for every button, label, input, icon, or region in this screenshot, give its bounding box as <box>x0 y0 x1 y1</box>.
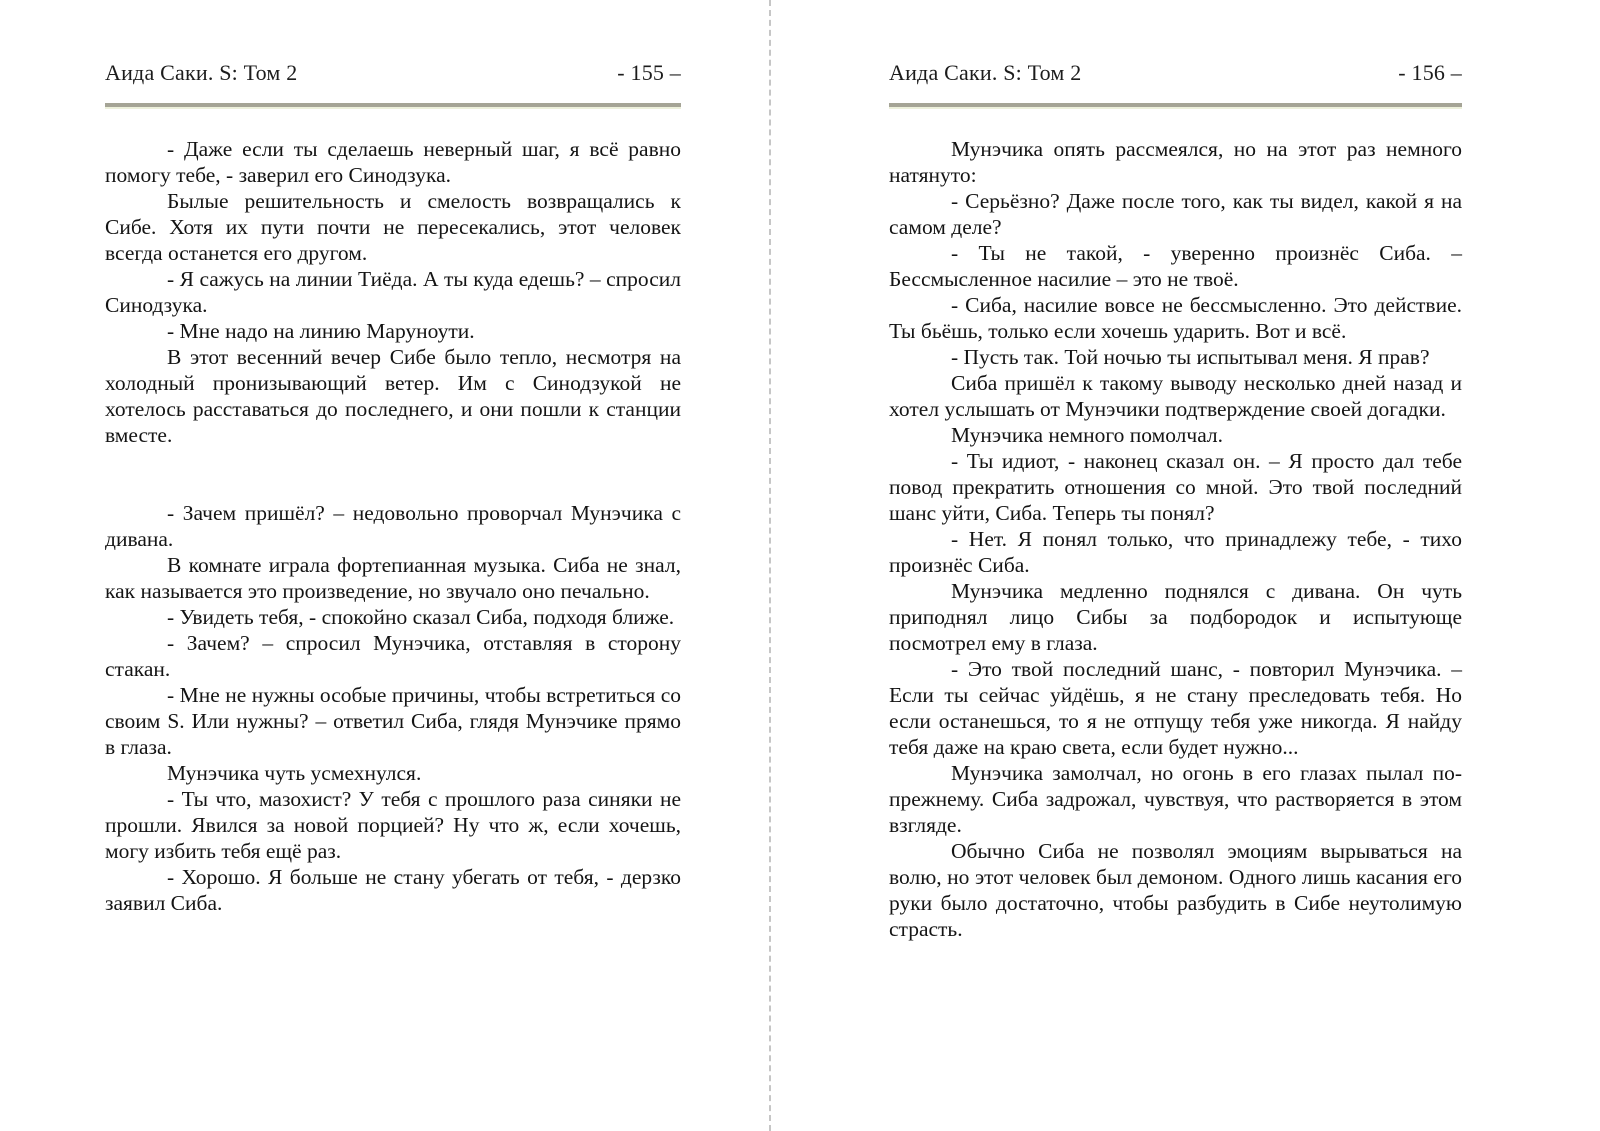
running-header <box>105 60 681 86</box>
paragraph: - Хорошо. Я больше не стану убегать от тебя, - дерзко заявил Сиба. <box>105 865 681 915</box>
paragraph: - Пусть так. Той ночью ты испытывал меня. Я прав? <box>951 345 1430 369</box>
page-body <box>105 136 681 916</box>
paragraph: - Зачем? – спросил Мунэчика, отставляя в сторону стакан. <box>105 631 681 681</box>
paragraph: - Это твой последний шанс, - повторил Мунэчика. – Если ты сейчас уйдёшь, я не стану преследовать тебя. Но если останешься, то я не отпущу тебя уже никогда. Я найду тебя даже на краю света, если будет нужно... <box>889 657 1462 759</box>
paragraph: - Увидеть тебя, - спокойно сказал Сиба, подходя ближе. <box>167 605 675 629</box>
paragraph: Мунэчика опять рассмеялся, но на этот раз немного натянуто: <box>889 137 1462 187</box>
paragraph: - Мне надо на линию Маруноути. <box>167 319 475 343</box>
page-number: - 156 – <box>1398 60 1462 85</box>
paragraph: - Ты идиот, - наконец сказал он. – Я просто дал тебе повод прекратить отношения со мной. Это твой последний шанс уйти, Сиба. Теперь ты понял? <box>889 449 1462 525</box>
paragraph: В комнате играла фортепианная музыка. Сиба не знал, как называется это произведение, но звучало оно печально. <box>105 553 681 603</box>
paragraph: Мунэчика медленно поднялся с дивана. Он чуть приподнял лицо Сибы за подбородок и испытующе посмотрел ему в глаза. <box>889 579 1462 655</box>
header-rule <box>889 103 1462 109</box>
paragraph: - Ты не такой, - уверенно произнёс Сиба. – Бессмысленное насилие – это не твоё. <box>889 241 1462 291</box>
page-fold-divider <box>769 0 771 1131</box>
paragraph: Мунэчика замолчал, но огонь в его глазах пылал по-прежнему. Сиба задрожал, чувствуя, что растворяется в этом взгляде. <box>889 761 1462 837</box>
running-header <box>889 60 1462 86</box>
page-body <box>889 136 1462 942</box>
paragraph: - Нет. Я понял только, что принадлежу тебе, - тихо произнёс Сиба. <box>889 527 1462 577</box>
paragraph: - Я сажусь на линии Тиёда. А ты куда едешь? – спросил Синодзука. <box>105 267 681 317</box>
paragraph: Сиба пришёл к такому выводу несколько дней назад и хотел услышать от Мунэчики подтверждение своей догадки. <box>889 371 1462 421</box>
running-header-title: Аида Саки. S: Том 2 <box>889 60 1082 85</box>
paragraph: Мунэчика чуть усмехнулся. <box>167 761 422 785</box>
paragraph: - Серьёзно? Даже после того, как ты видел, какой я на самом деле? <box>889 189 1462 239</box>
header-rule <box>105 103 681 109</box>
page-right <box>889 60 1462 942</box>
paragraph: - Сиба, насилие вовсе не бессмысленно. Это действие. Ты бьёшь, только если хочешь ударить. Вот и всё. <box>889 293 1462 343</box>
page-number: - 155 – <box>617 60 681 85</box>
paragraph: - Мне не нужны особые причины, чтобы встретиться со своим S. Или нужны? – ответил Сиба, глядя Мунэчике прямо в глаза. <box>105 683 681 759</box>
paragraph: Былые решительность и смелость возвращались к Сибе. Хотя их пути почти не пересекались, этот человек всегда останется его другом. <box>105 189 681 265</box>
running-header-title: Аида Саки. S: Том 2 <box>105 60 298 85</box>
paragraph: Мунэчика немного помолчал. <box>951 423 1224 447</box>
page-left <box>105 60 681 916</box>
paragraph: - Зачем пришёл? – недовольно проворчал Мунэчика с дивана. <box>105 501 681 551</box>
paragraph: Обычно Сиба не позволял эмоциям вырываться на волю, но этот человек был демоном. Одного лишь касания его руки было достаточно, чтобы разбудить в Сибе неутолимую страсть. <box>889 839 1462 941</box>
paragraph: - Даже если ты сделаешь неверный шаг, я всё равно помогу тебе, - заверил его Синодзука. <box>105 137 681 187</box>
paragraph: В этот весенний вечер Сибе было тепло, несмотря на холодный пронизывающий ветер. Им с Синодзукой не хотелось расставаться до последнего, и они пошли к станции вместе. <box>105 345 681 447</box>
paragraph: - Ты что, мазохист? У тебя с прошлого раза синяки не прошли. Явился за новой порцией? Ну что ж, если хочешь, могу избить тебя ещё раз. <box>105 787 681 863</box>
